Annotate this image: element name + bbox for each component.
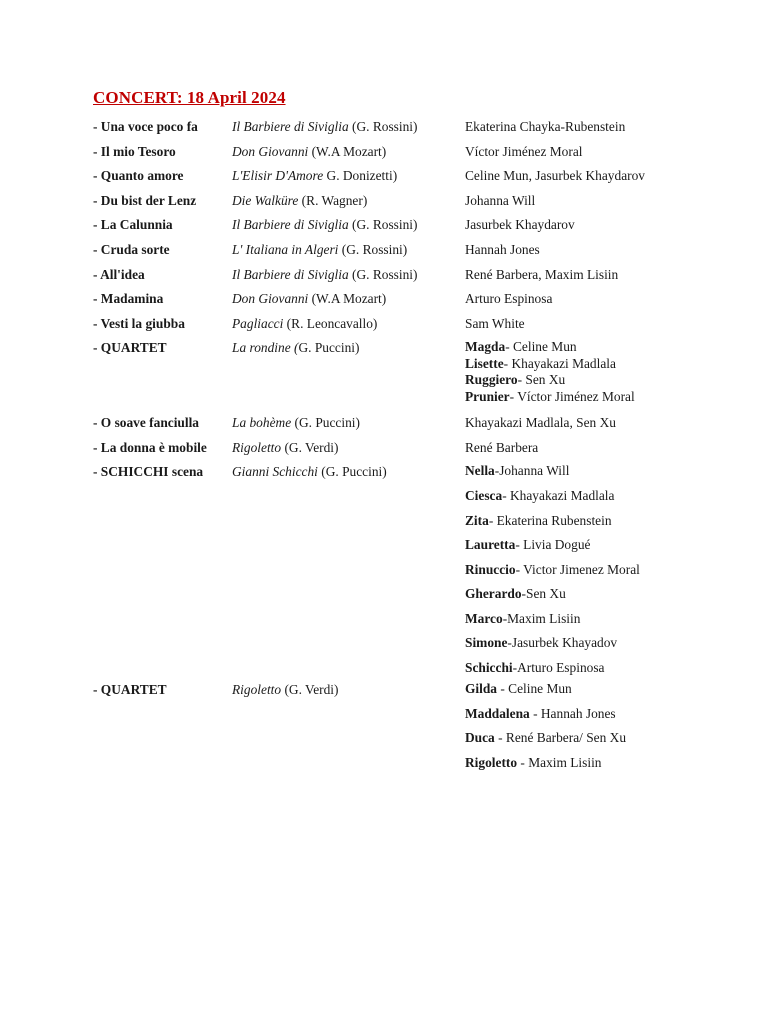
- role-name: Gilda: [465, 680, 497, 696]
- role-name: Ciesca: [465, 487, 503, 503]
- piece-title: - Madamina: [93, 291, 164, 307]
- singer-name: -Sen Xu: [521, 586, 566, 602]
- role-name: Gherardo: [465, 586, 522, 602]
- role-assignment: [465, 356, 693, 373]
- role-assignment: [465, 509, 693, 534]
- program-row: [93, 463, 693, 681]
- role-name: Lisette: [465, 355, 504, 371]
- role-assignment: [465, 726, 693, 751]
- composer: (G. Rossini): [348, 217, 418, 233]
- cast: Hannah Jones: [465, 241, 540, 257]
- program-row: [93, 216, 693, 233]
- singer-name: - Livia Dogué: [515, 537, 591, 553]
- role-name: Rinuccio: [465, 561, 516, 577]
- role-name: Schicchi: [465, 660, 513, 676]
- role-assignment: [465, 389, 693, 406]
- opera-title: Pagliacci: [232, 315, 284, 331]
- piece-title: - Du bist der Lenz: [93, 192, 197, 208]
- cast: Celine Mun, Jasurbek Khaydarov: [465, 168, 645, 184]
- program-row: [93, 414, 693, 431]
- composer: (G. Verdi): [281, 681, 339, 697]
- composer: (R. Leoncavallo): [283, 315, 378, 331]
- role-assignment: [465, 582, 693, 607]
- singer-name: - Celine Mun: [497, 680, 572, 696]
- program-row: [93, 167, 693, 184]
- piece-title: - QUARTET: [93, 681, 167, 697]
- program-row: [93, 118, 693, 135]
- opera-title: L' Italiana in Algeri: [232, 241, 339, 257]
- piece-title: - La donna è mobile: [93, 439, 207, 455]
- page-title: CONCERT: 18 April 2024: [93, 88, 286, 107]
- role-name: Zita: [465, 512, 489, 528]
- opera-source: [232, 241, 465, 258]
- opera-source: [232, 463, 465, 480]
- composer: (R. Wagner): [298, 192, 368, 208]
- composer: G. Donizetti): [323, 168, 398, 184]
- role-name: Nella: [465, 463, 495, 479]
- opera-source: [232, 143, 465, 160]
- opera-title: Don Giovanni: [232, 143, 309, 159]
- role-name: Lauretta: [465, 537, 516, 553]
- opera-source: [232, 118, 465, 135]
- composer: (G. Puccini): [291, 414, 360, 430]
- composer: (G. Puccini): [317, 464, 387, 480]
- role-assignment: [465, 631, 693, 656]
- role-name: Maddalena: [465, 705, 530, 721]
- composer: (W.A Mozart): [308, 143, 387, 159]
- program-row: [93, 192, 693, 209]
- program-row: [93, 241, 693, 258]
- cast: Ekaterina Chayka-Rubenstein: [465, 119, 626, 134]
- program-row: [93, 290, 693, 307]
- role-name: Duca: [465, 730, 495, 746]
- opera-source: [232, 339, 465, 356]
- cast: [465, 459, 693, 680]
- composer: G. Puccini): [298, 340, 360, 356]
- piece-title: - All'idea: [93, 266, 145, 282]
- opera-source: [232, 192, 465, 209]
- opera-title: Il Barbiere di Siviglia: [232, 266, 349, 282]
- opera-source: [232, 439, 465, 456]
- singer-name: -Maxim Lisiin: [502, 610, 581, 626]
- cast: [465, 677, 693, 775]
- piece-title: - La Calunnia: [93, 217, 173, 233]
- piece-title: - Quanto amore: [93, 168, 184, 184]
- program-row: [93, 143, 693, 160]
- singer-name: - Khayakazi Madlala: [502, 487, 615, 503]
- singer-name: -Johanna Will: [494, 463, 570, 479]
- opera-title: Il Barbiere di Siviglia: [232, 119, 349, 134]
- singer-name: -Arturo Espinosa: [512, 660, 605, 676]
- piece-title: - SCHICCHI scena: [93, 464, 204, 480]
- singer-name: - Víctor Jiménez Moral: [509, 388, 635, 404]
- singer-name: - Celine Mun: [505, 339, 577, 355]
- composer: (G. Rossini): [348, 119, 418, 134]
- role-name: Marco: [465, 610, 503, 626]
- singer-name: - Khayakazi Madlala: [503, 355, 616, 371]
- piece-title: - Cruda sorte: [93, 241, 170, 257]
- cast: Víctor Jiménez Moral: [465, 143, 583, 159]
- singer-name: - Maxim Lisiin: [517, 754, 602, 770]
- piece-title: - Una voce poco fa: [93, 119, 198, 134]
- opera-source: [232, 216, 465, 233]
- opera-title: La rondine (: [232, 340, 299, 356]
- singer-name: - Hannah Jones: [529, 705, 616, 721]
- cast: René Barbera, Maxim Lisiin: [465, 266, 619, 282]
- program-row: [93, 315, 693, 332]
- singer-name: - Ekaterina Rubenstein: [488, 512, 612, 528]
- program-row: [93, 439, 693, 456]
- role-assignment: [465, 372, 693, 389]
- role-assignment: [465, 484, 693, 509]
- role-assignment: [465, 607, 693, 632]
- piece-title: - Vesti la giubba: [93, 315, 185, 331]
- opera-source: [232, 290, 465, 307]
- role-assignment: [465, 533, 693, 558]
- opera-title: Il Barbiere di Siviglia: [232, 217, 349, 233]
- opera-title: Die Walküre: [232, 192, 299, 208]
- composer: (W.A Mozart): [308, 291, 387, 307]
- role-name: Simone: [465, 635, 508, 651]
- program-row: [93, 339, 693, 405]
- piece-title: - O soave fanciulla: [93, 414, 200, 430]
- cast: René Barbera: [465, 439, 539, 455]
- opera-title: L'Elisir D'Amore: [232, 168, 324, 184]
- cast: Jasurbek Khaydarov: [465, 217, 575, 233]
- role-assignment: [465, 459, 693, 484]
- cast: [465, 339, 693, 405]
- role-assignment: [465, 677, 693, 702]
- composer: (G. Rossini): [338, 241, 408, 257]
- program-row: [93, 681, 693, 776]
- role-assignment: [465, 702, 693, 727]
- program-row: [93, 266, 693, 283]
- role-assignment: [465, 751, 693, 776]
- opera-source: [232, 167, 465, 184]
- concert-program: [93, 118, 693, 775]
- singer-name: - Sen Xu: [517, 372, 566, 388]
- role-assignment: [465, 558, 693, 583]
- cast: Khayakazi Madlala, Sen Xu: [465, 414, 616, 430]
- role-assignment: [465, 339, 693, 356]
- opera-source: [232, 315, 465, 332]
- piece-title: - Il mio Tesoro: [93, 143, 176, 159]
- opera-title: La bohème: [232, 414, 292, 430]
- cast: Sam White: [465, 315, 525, 331]
- opera-source: [232, 414, 465, 431]
- opera-title: Don Giovanni: [232, 291, 309, 307]
- singer-name: -Jasurbek Khayadov: [507, 635, 618, 651]
- singer-name: - René Barbera/ Sen Xu: [494, 730, 627, 746]
- opera-title: Rigoletto: [232, 439, 282, 455]
- singer-name: - Victor Jimenez Moral: [515, 561, 640, 577]
- piece-title: - QUARTET: [93, 340, 167, 356]
- opera-source: [232, 266, 465, 283]
- opera-title: Gianni Schicchi: [232, 464, 318, 480]
- composer: (G. Rossini): [348, 266, 418, 282]
- role-name: Ruggiero: [465, 372, 518, 388]
- opera-source: [232, 681, 465, 698]
- cast: Johanna Will: [465, 192, 536, 208]
- composer: (G. Verdi): [281, 439, 339, 455]
- role-name: Rigoletto: [465, 754, 518, 770]
- opera-title: Rigoletto: [232, 681, 282, 697]
- cast: Arturo Espinosa: [465, 291, 553, 307]
- role-name: Prunier: [465, 388, 510, 404]
- role-name: Magda: [465, 339, 506, 355]
